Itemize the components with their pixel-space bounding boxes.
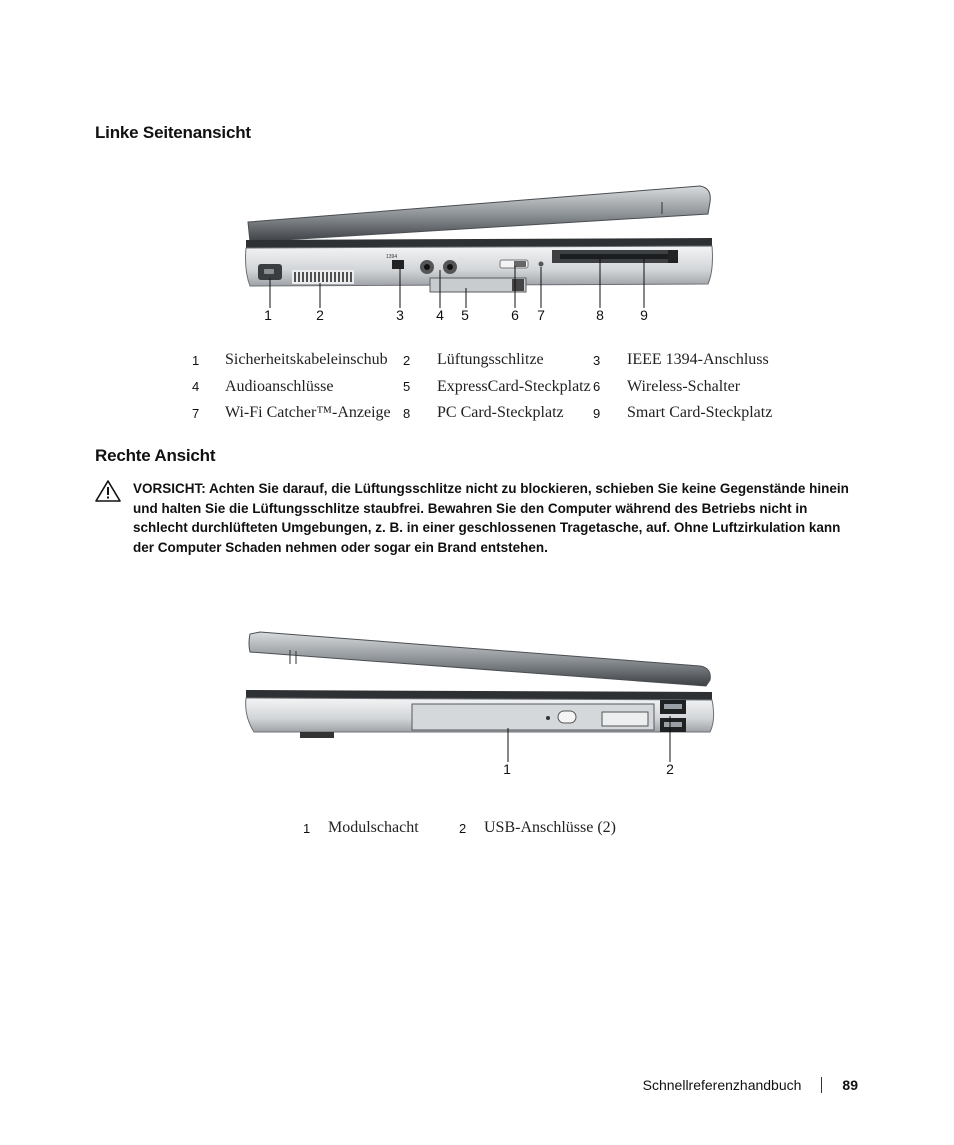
laptop-right-side-illustration [230,620,730,785]
right-view-legend [303,815,616,842]
legend-label: Audioanschlüsse [225,377,334,395]
callout-number: 2 [316,307,324,323]
legend-label: USB-Anschlüsse (2) [484,819,616,837]
legend-number: 8 [403,405,411,421]
section-heading-left-view: Linke Seitenansicht [95,123,251,142]
legend-label: Wireless-Schalter [627,377,741,395]
legend-label: Modulschacht [328,819,419,837]
callout-number: 1 [503,761,511,777]
legend-number: 3 [593,352,601,368]
left-side-view-figure [230,180,730,330]
legend-number: 4 [192,379,200,395]
left-view-legend [192,347,772,427]
legend-row [192,400,772,427]
caution-notice [95,479,860,557]
footer-title: Schnellreferenzhandbuch [642,1077,802,1093]
page-footer [643,1077,858,1093]
callout-number: 5 [461,307,469,323]
legend-number: 7 [192,405,200,421]
legend-number: 6 [593,379,601,395]
legend-label: IEEE 1394-Anschluss [627,351,769,369]
legend-row [192,347,772,374]
legend-row [303,815,616,842]
legend-number: 9 [593,405,601,421]
callout-number: 6 [511,307,519,323]
legend-label: Lüftungsschlitze [437,351,544,369]
page-number: 89 [842,1077,858,1093]
callout-number: 1 [264,307,272,323]
callout-number: 3 [396,307,404,323]
right-side-view-figure [230,620,730,785]
callout-number: 9 [640,307,648,323]
legend-label: Sicherheitskabeleinschub [225,351,388,369]
legend-label: Wi-Fi Catcher™-Anzeige [225,404,391,422]
legend-label: PC Card-Steckplatz [437,404,564,422]
legend-label: ExpressCard-Steckplatz [437,377,591,395]
caution-text: Achten Sie darauf, die Lüftungsschlitze nicht zu blockieren, schieben Sie keine Gegenstände hinein und halten Sie die Lüftungsschlitze staubfrei. Bewahren Sie den Computer während des Betriebs nicht in schlecht durchlüfteten Umgebungen, z. B. in einer geschlossenen Tragetasche, auf. Ohne Luftzirkulation kann der Computer Schaden nehmen oder sogar ein Brand entstehen. [133,481,849,555]
footer-divider [821,1077,822,1093]
legend-number: 1 [192,352,200,368]
warning-triangle-icon [95,480,121,508]
legend-number: 2 [403,352,411,368]
vent-grille [292,270,354,284]
callout-number: 2 [666,761,674,777]
legend-number: 1 [303,820,311,836]
port-label-1394: 1394 [386,254,398,260]
caution-label: VORSICHT: [133,481,206,496]
laptop-left-side-illustration [230,180,730,330]
section-heading-right-view: Rechte Ansicht [95,446,216,465]
callout-number: 7 [537,307,545,323]
legend-row [192,374,772,401]
callout-number: 8 [596,307,604,323]
legend-number: 5 [403,379,411,395]
callout-number: 4 [436,307,444,323]
legend-number: 2 [459,820,467,836]
legend-label: Smart Card-Steckplatz [627,404,773,422]
